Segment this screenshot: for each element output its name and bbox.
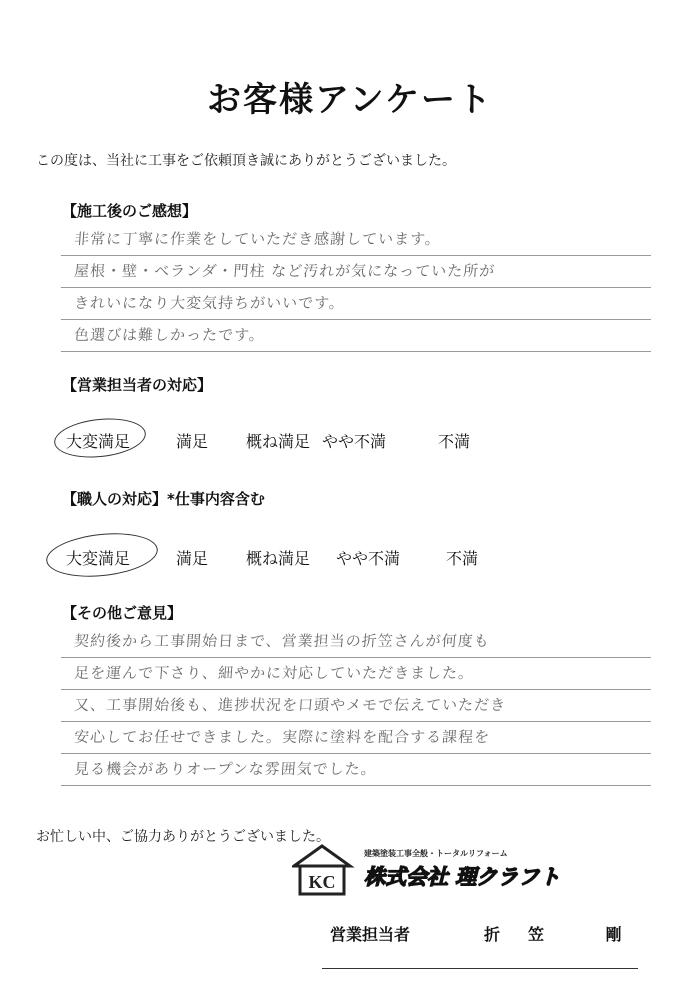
craftsman-rating-row (60, 540, 580, 574)
rating-option: 不満 (438, 431, 471, 451)
handwritten-line: 安心してお任せできました。実際に塗料を配合する課程を (61, 722, 653, 754)
handwritten-line: 契約後から工事開始日まで、営業担当の折笠さんが何度も (61, 626, 653, 658)
rating-option: 満足 (176, 431, 209, 451)
page-title: お客様アンケート (207, 80, 493, 120)
handwritten-line: 又、工事開始後も、進捗状況を口頭やメモで伝えていただき (61, 690, 653, 722)
handwritten-line: 屋根・壁・ベランダ・門柱 など汚れが気になっていた所が (61, 256, 653, 288)
logo-mark: KC (308, 872, 336, 892)
house-icon (294, 846, 350, 894)
craftsman-heading: 【職人の対応】*仕事内容含む (62, 490, 265, 508)
handwritten-line: 足を運んで下さり、細やかに対応していただきました。 (61, 658, 653, 690)
company-tagline: 建築塗装工事全般・トータルリフォーム (364, 849, 508, 858)
impression-heading: 【施工後のご感想】 (62, 202, 198, 220)
staff-name: 折笠 剛 (484, 925, 650, 944)
rating-option: 概ね満足 (246, 431, 311, 451)
intro-text: この度は、当社に工事をご依頼頂き誠にありがとうございました。 (36, 153, 456, 169)
rating-option: やや不満 (336, 548, 401, 568)
staff-label: 営業担当者 (330, 925, 411, 944)
rating-option: 大変満足 (66, 548, 131, 568)
rating-option: 大変満足 (66, 431, 131, 451)
handwritten-line: 見る機会がありオープンな雰囲気でした。 (61, 754, 653, 786)
handwritten-line: 色選びは難しかったです。 (61, 320, 653, 352)
rating-option: 不満 (446, 548, 479, 568)
staff-underline (322, 940, 638, 969)
other-answer (62, 626, 652, 786)
company-logo (292, 842, 622, 898)
closing-text: お忙しい中、ご協力ありがとうございました。 (36, 829, 330, 845)
rating-option: 概ね満足 (246, 548, 311, 568)
company-name: 株式会社 理クラフト (364, 865, 561, 889)
sales-heading: 【営業担当者の対応】 (62, 376, 213, 394)
handwritten-line: 非常に丁寧に作業をしていただき感謝しています。 (61, 224, 653, 256)
rating-option: やや不満 (322, 431, 387, 451)
other-heading: 【その他ご意見】 (62, 604, 183, 622)
handwritten-line: きれいになり大変気持ちがいいです。 (61, 288, 653, 320)
impression-answer (62, 224, 652, 352)
sales-rating-row (60, 423, 580, 457)
rating-option: 満足 (176, 548, 209, 568)
